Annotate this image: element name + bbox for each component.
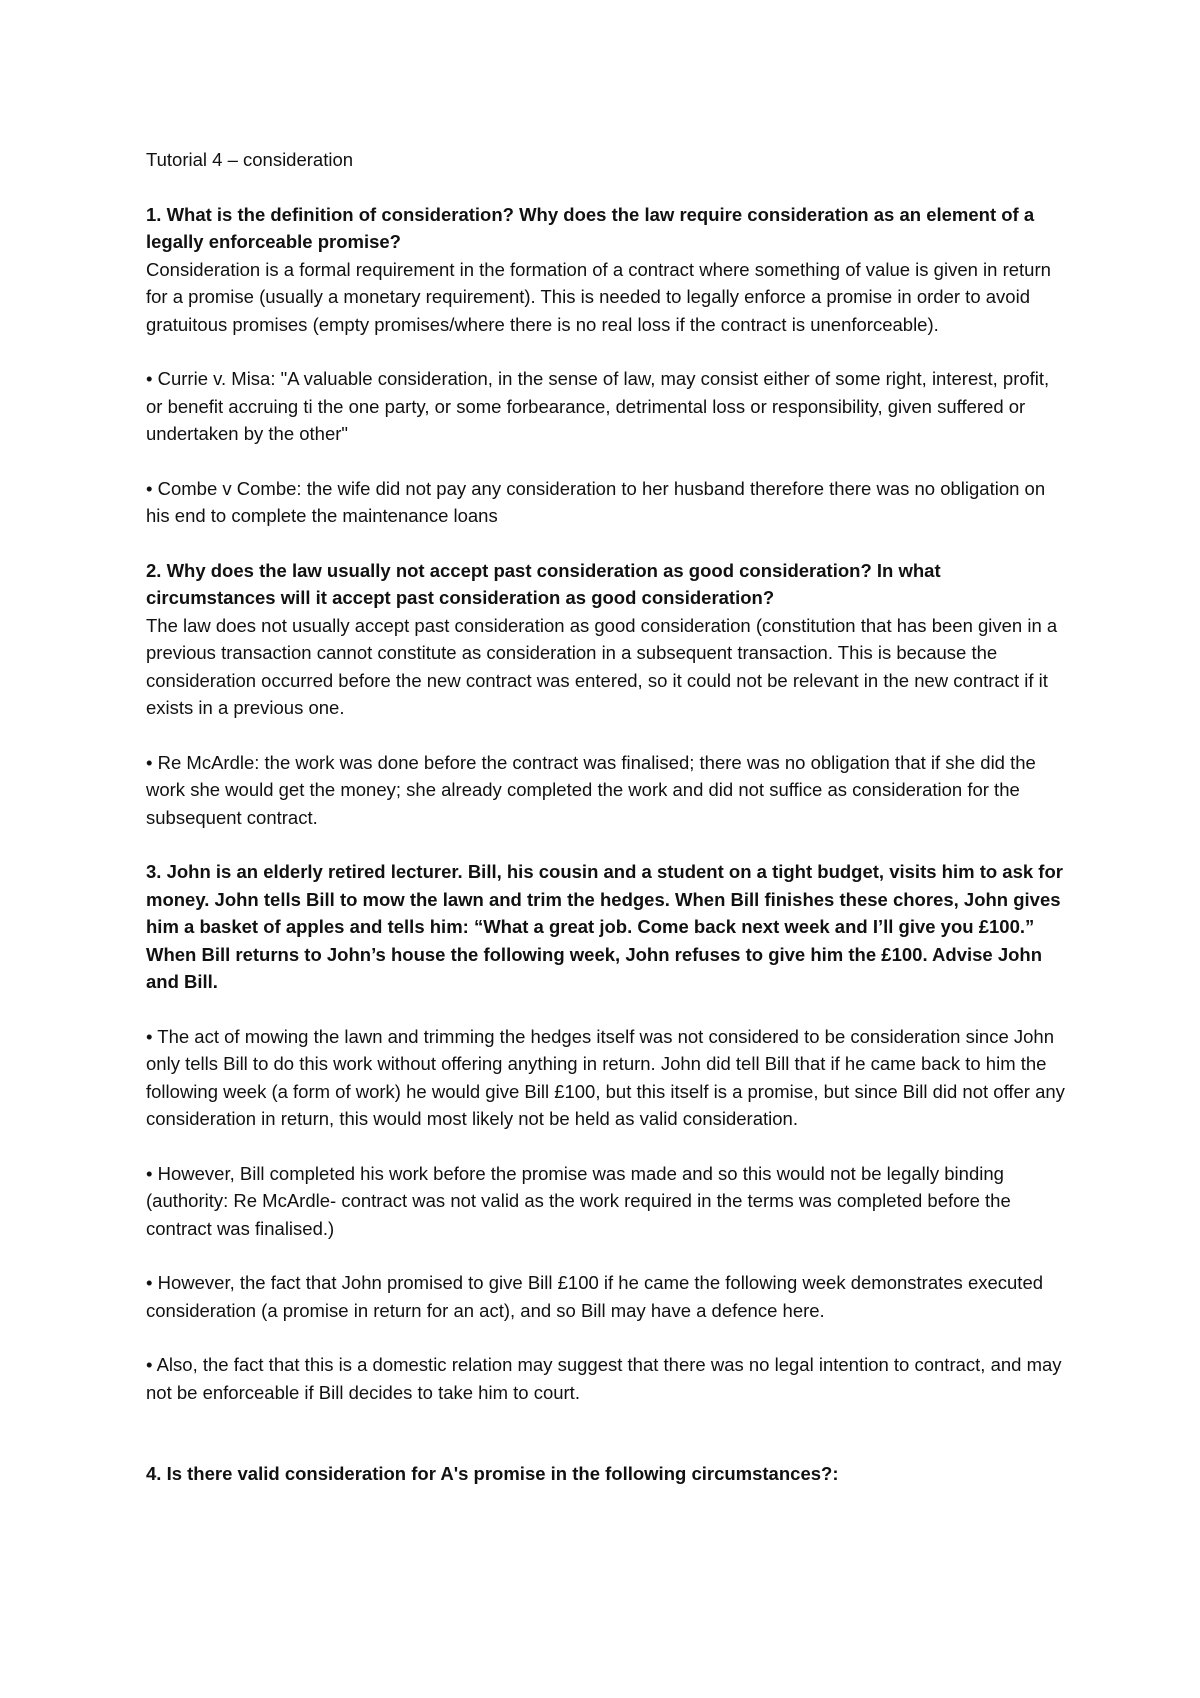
document-title: Tutorial 4 – consideration xyxy=(146,149,354,170)
bullet-work-completed-before: • However, Bill completed his work before the promise was made and so this would not be legally binding (authority: Re McArdle- contract was not valid as the work required in the terms was completed before the contract was finalised.) xyxy=(146,1162,1011,1239)
question-2: 2. Why does the law usually not accept past consideration as good consideration? In what circumstances will it accept past consideration as good consideration? xyxy=(146,559,941,608)
question-1: 1. What is the definition of consideration? Why does the law require consideration as an element of a legally enforceable promise? xyxy=(146,203,1035,252)
question-4: 4. Is there valid consideration for A's promise in the following circumstances?: xyxy=(146,1463,839,1484)
bullet-mowing-lawn: • The act of mowing the lawn and trimming the hedges itself was not considered to be consideration since John only tells Bill to do this work without offering anything in return. John did tell Bill that if he came back to him the following week (a form of work) he would give Bill £100, but this itself is a promise, but since Bill did not offer any consideration in return, this would most likely not be held as valid consideration. xyxy=(146,1025,1065,1129)
bullet-executed-consideration: • However, the fact that John promised to give Bill £100 if he came the following week demonstrates executed consideration (a promise in return for an act), and so Bill may have a defence here. xyxy=(146,1272,1044,1321)
document-body xyxy=(146,146,1066,1488)
answer-2: The law does not usually accept past consideration as good consideration (constitution that has been given in a previous transaction cannot constitute as consideration in a subsequent transaction. This is because the consideration occurred before the new contract was entered, so it could not be relevant in the new contract if it exists in a previous one. xyxy=(146,614,1058,718)
bullet-combe-v-combe: • Combe v Combe: the wife did not pay any consideration to her husband therefore there was no obligation on his end to complete the maintenance loans xyxy=(146,477,1046,526)
bullet-domestic-relation: • Also, the fact that this is a domestic relation may suggest that there was no legal intention to contract, and may not be enforceable if Bill decides to take him to court. xyxy=(146,1354,1062,1403)
bullet-currie-v-misa: • Currie v. Misa: "A valuable consideration, in the sense of law, may consist either of some right, interest, profit, or benefit accruing ti the one party, or some forbearance, detrimental loss or responsibility, given suffered or undertaken by the other" xyxy=(146,368,1050,444)
answer-1: Consideration is a formal requirement in the formation of a contract where something of value is given in return for a promise (usually a monetary requirement). This is needed to legally enforce a promise in order to avoid gratuitous promises (empty promises/where there is no real loss if the contract is unenforceable). xyxy=(146,258,1051,335)
bullet-re-mcardle: • Re McArdle: the work was done before the contract was finalised; there was no obligation that if she did the work she would get the money; she already completed the work and did not suffice as consideration for the subsequent contract. xyxy=(146,751,1036,828)
question-3: 3. John is an elderly retired lecturer. Bill, his cousin and a student on a tight budget, visits him to ask for money. John tells Bill to mow the lawn and trim the hedges. When Bill finishes these chores, John gives him a basket of apples and tells him: “What a great job. Come back next week and I’ll give you £100.” When Bill returns to John’s house the following week, John refuses to give him the £100. Advise John and Bill. xyxy=(146,861,1063,992)
